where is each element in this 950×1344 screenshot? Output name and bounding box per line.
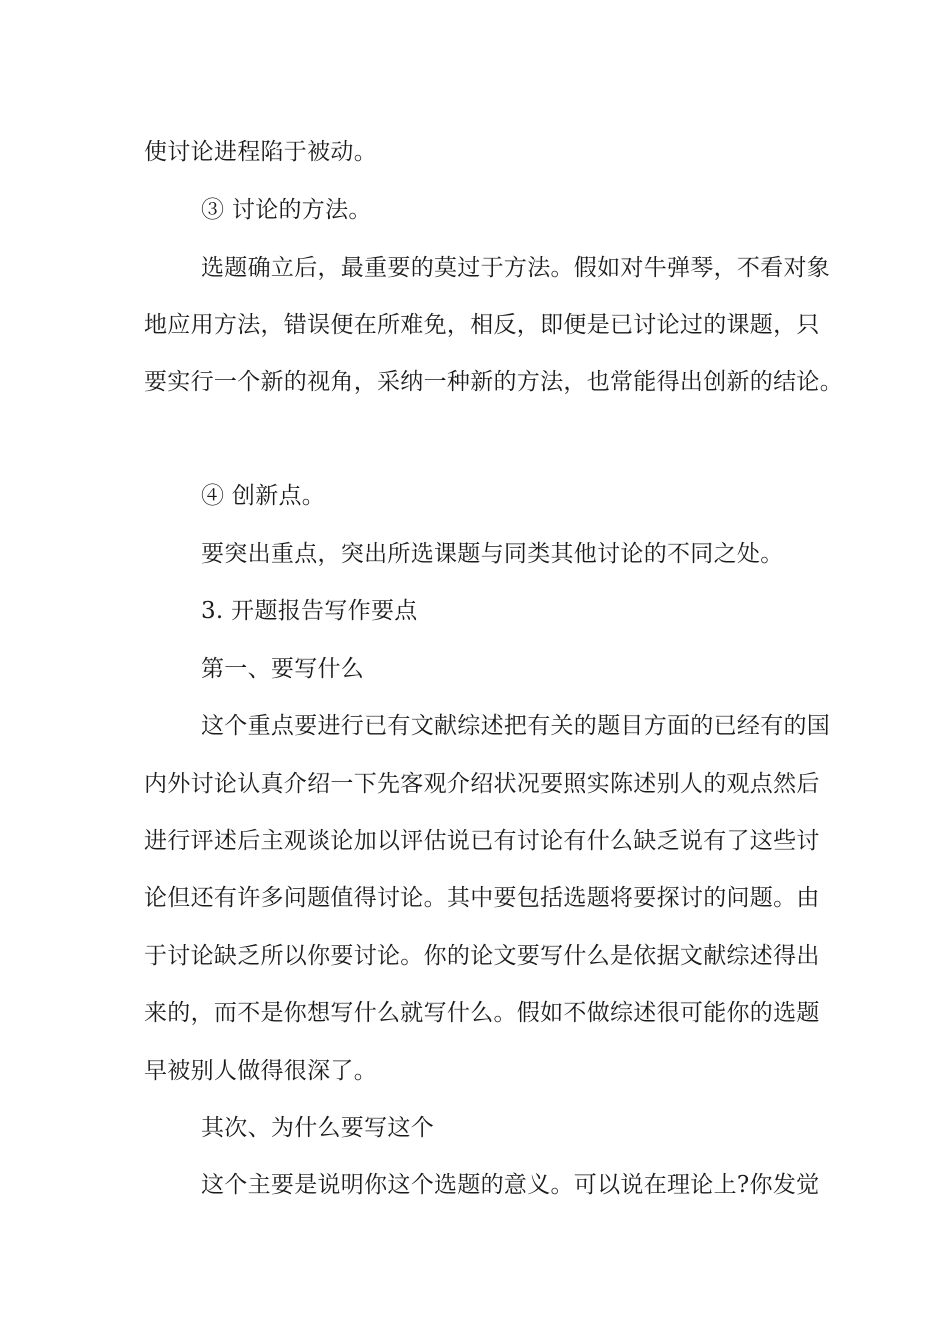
text-line-16: 早被别人做得很深了。 <box>144 1058 377 1084</box>
text-line-10: 这个重点要进行已有文献综述把有关的题目方面的已经有的国 <box>201 713 831 739</box>
heading-what-to-write: 第一、要写什么 <box>201 656 365 682</box>
text-line-14: 于讨论缺乏所以你要讨论。你的论文要写什么是依据文献综述得出 <box>144 943 820 969</box>
text-line-11: 内外讨论认真介绍一下先客观介绍状况要照实陈述别人的观点然后 <box>144 771 820 797</box>
text-line-3: 选题确立后，最重要的莫过于方法。假如对牛弹琴，不看对象 <box>201 255 831 281</box>
heading-innovation: ④ 创新点。 <box>201 483 326 509</box>
text-line-18: 这个主要是说明你这个选题的意义。可以说在理论上?你发觉 <box>201 1172 820 1198</box>
text-line-1: 使讨论进程陷于被动。 <box>144 139 377 165</box>
heading-why-write: 其次、为什么要写这个 <box>201 1115 434 1141</box>
text-line-7: 要突出重点，突出所选课题与同类其他讨论的不同之处。 <box>201 541 784 567</box>
text-line-15: 来的，而不是你想写什么就写什么。假如不做综述很可能你的选题 <box>144 1000 820 1026</box>
text-line-4: 地应用方法，错误便在所难免，相反，即便是已讨论过的课题，只 <box>144 312 820 338</box>
heading-writing-points: 3. 开题报告写作要点 <box>201 598 418 624</box>
text-line-5: 要实行一个新的视角，采纳一种新的方法，也常能得出创新的结论。 <box>144 369 843 395</box>
text-line-12: 进行评述后主观谈论加以评估说已有讨论有什么缺乏说有了这些讨 <box>144 828 820 854</box>
text-line-13: 论但还有许多问题值得讨论。其中要包括选题将要探讨的问题。由 <box>144 885 820 911</box>
heading-method: ③ 讨论的方法。 <box>201 197 372 223</box>
